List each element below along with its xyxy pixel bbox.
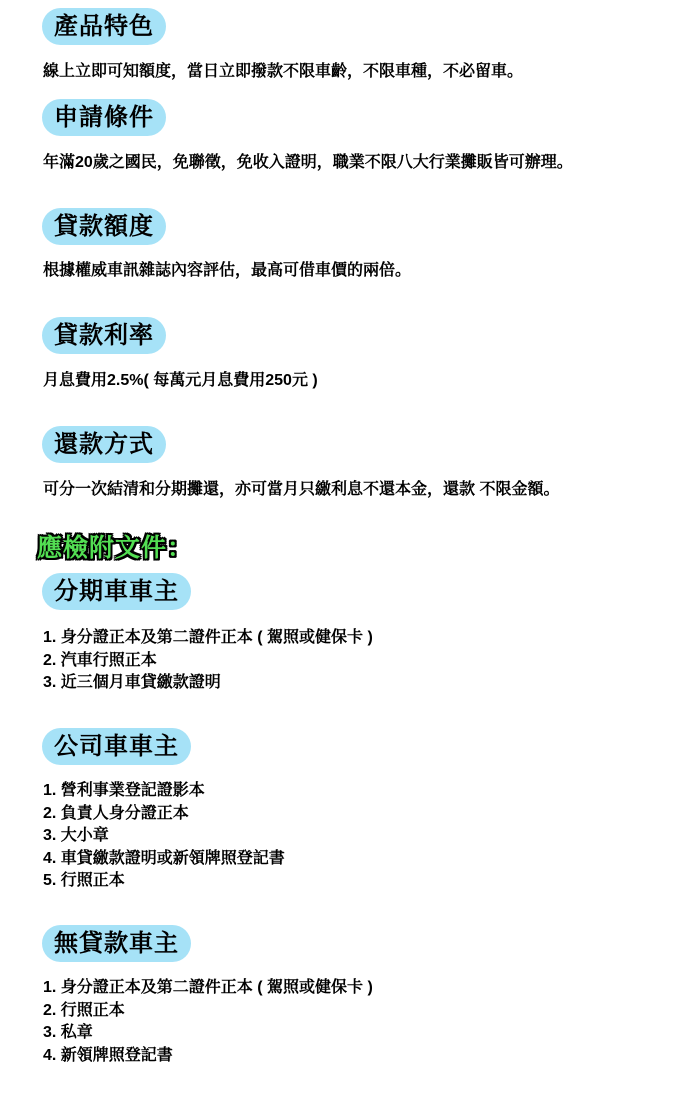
- installment-car-owner-pill: 分期車車主: [42, 573, 191, 610]
- no-loan-car-owner-pill: 無貸款車主: [42, 925, 191, 962]
- application-conditions-text: 年滿20歲之國民，免聯徵，免收入證明，職業不限八大行業攤販皆可辦理。: [43, 154, 573, 171]
- company-car-owner-doc-list: [43, 780, 285, 893]
- document-item: 2. 負責人身分證正本: [43, 804, 189, 822]
- document-item: 4. 車貸繳款證明或新領牌照登記書: [43, 849, 285, 867]
- document-item: 3. 近三個月車貸繳款證明: [43, 674, 221, 691]
- required-documents-heading: 應檢附文件：: [37, 534, 194, 562]
- document-item: 2. 汽車行照正本: [43, 651, 157, 669]
- application-conditions-pill: 申請條件: [42, 99, 166, 136]
- document-item: 4. 新領牌照登記書: [43, 1046, 173, 1064]
- loan-amount-pill: 貸款額度: [42, 208, 166, 245]
- document-item: 1. 身分證正本及第二證件正本 ( 駕照或健保卡 ): [43, 979, 373, 996]
- loan-amount-text: 根據權威車訊雜誌內容評估，最高可借車價的兩倍。: [43, 262, 412, 279]
- installment-car-owner-doc-list: [43, 627, 373, 695]
- document-item: 1. 營利事業登記證影本: [43, 782, 205, 799]
- no-loan-car-owner-doc-list: [43, 977, 373, 1067]
- loan-rate-pill: 貸款利率: [42, 317, 166, 354]
- document-item: 1. 身分證正本及第二證件正本 ( 駕照或健保卡 ): [43, 629, 373, 646]
- loan-rate-text: 月息費用2.5%( 每萬元月息費用250元 ): [43, 372, 318, 389]
- document-item: 2. 行照正本: [43, 1001, 125, 1019]
- product-features-text: 線上立即可知額度，當日立即撥款不限車齡，不限車種，不必留車。: [43, 63, 524, 80]
- repayment-method-pill: 還款方式: [42, 426, 166, 463]
- document-item: 3. 私章: [43, 1024, 93, 1041]
- document-item: 3. 大小章: [43, 827, 109, 844]
- company-car-owner-pill: 公司車車主: [42, 728, 191, 765]
- product-features-pill: 產品特色: [42, 8, 166, 45]
- repayment-method-text: 可分一次結清和分期攤還，亦可當月只繳利息不還本金，還款 不限金額。: [43, 481, 560, 498]
- document-item: 5. 行照正本: [43, 872, 125, 889]
